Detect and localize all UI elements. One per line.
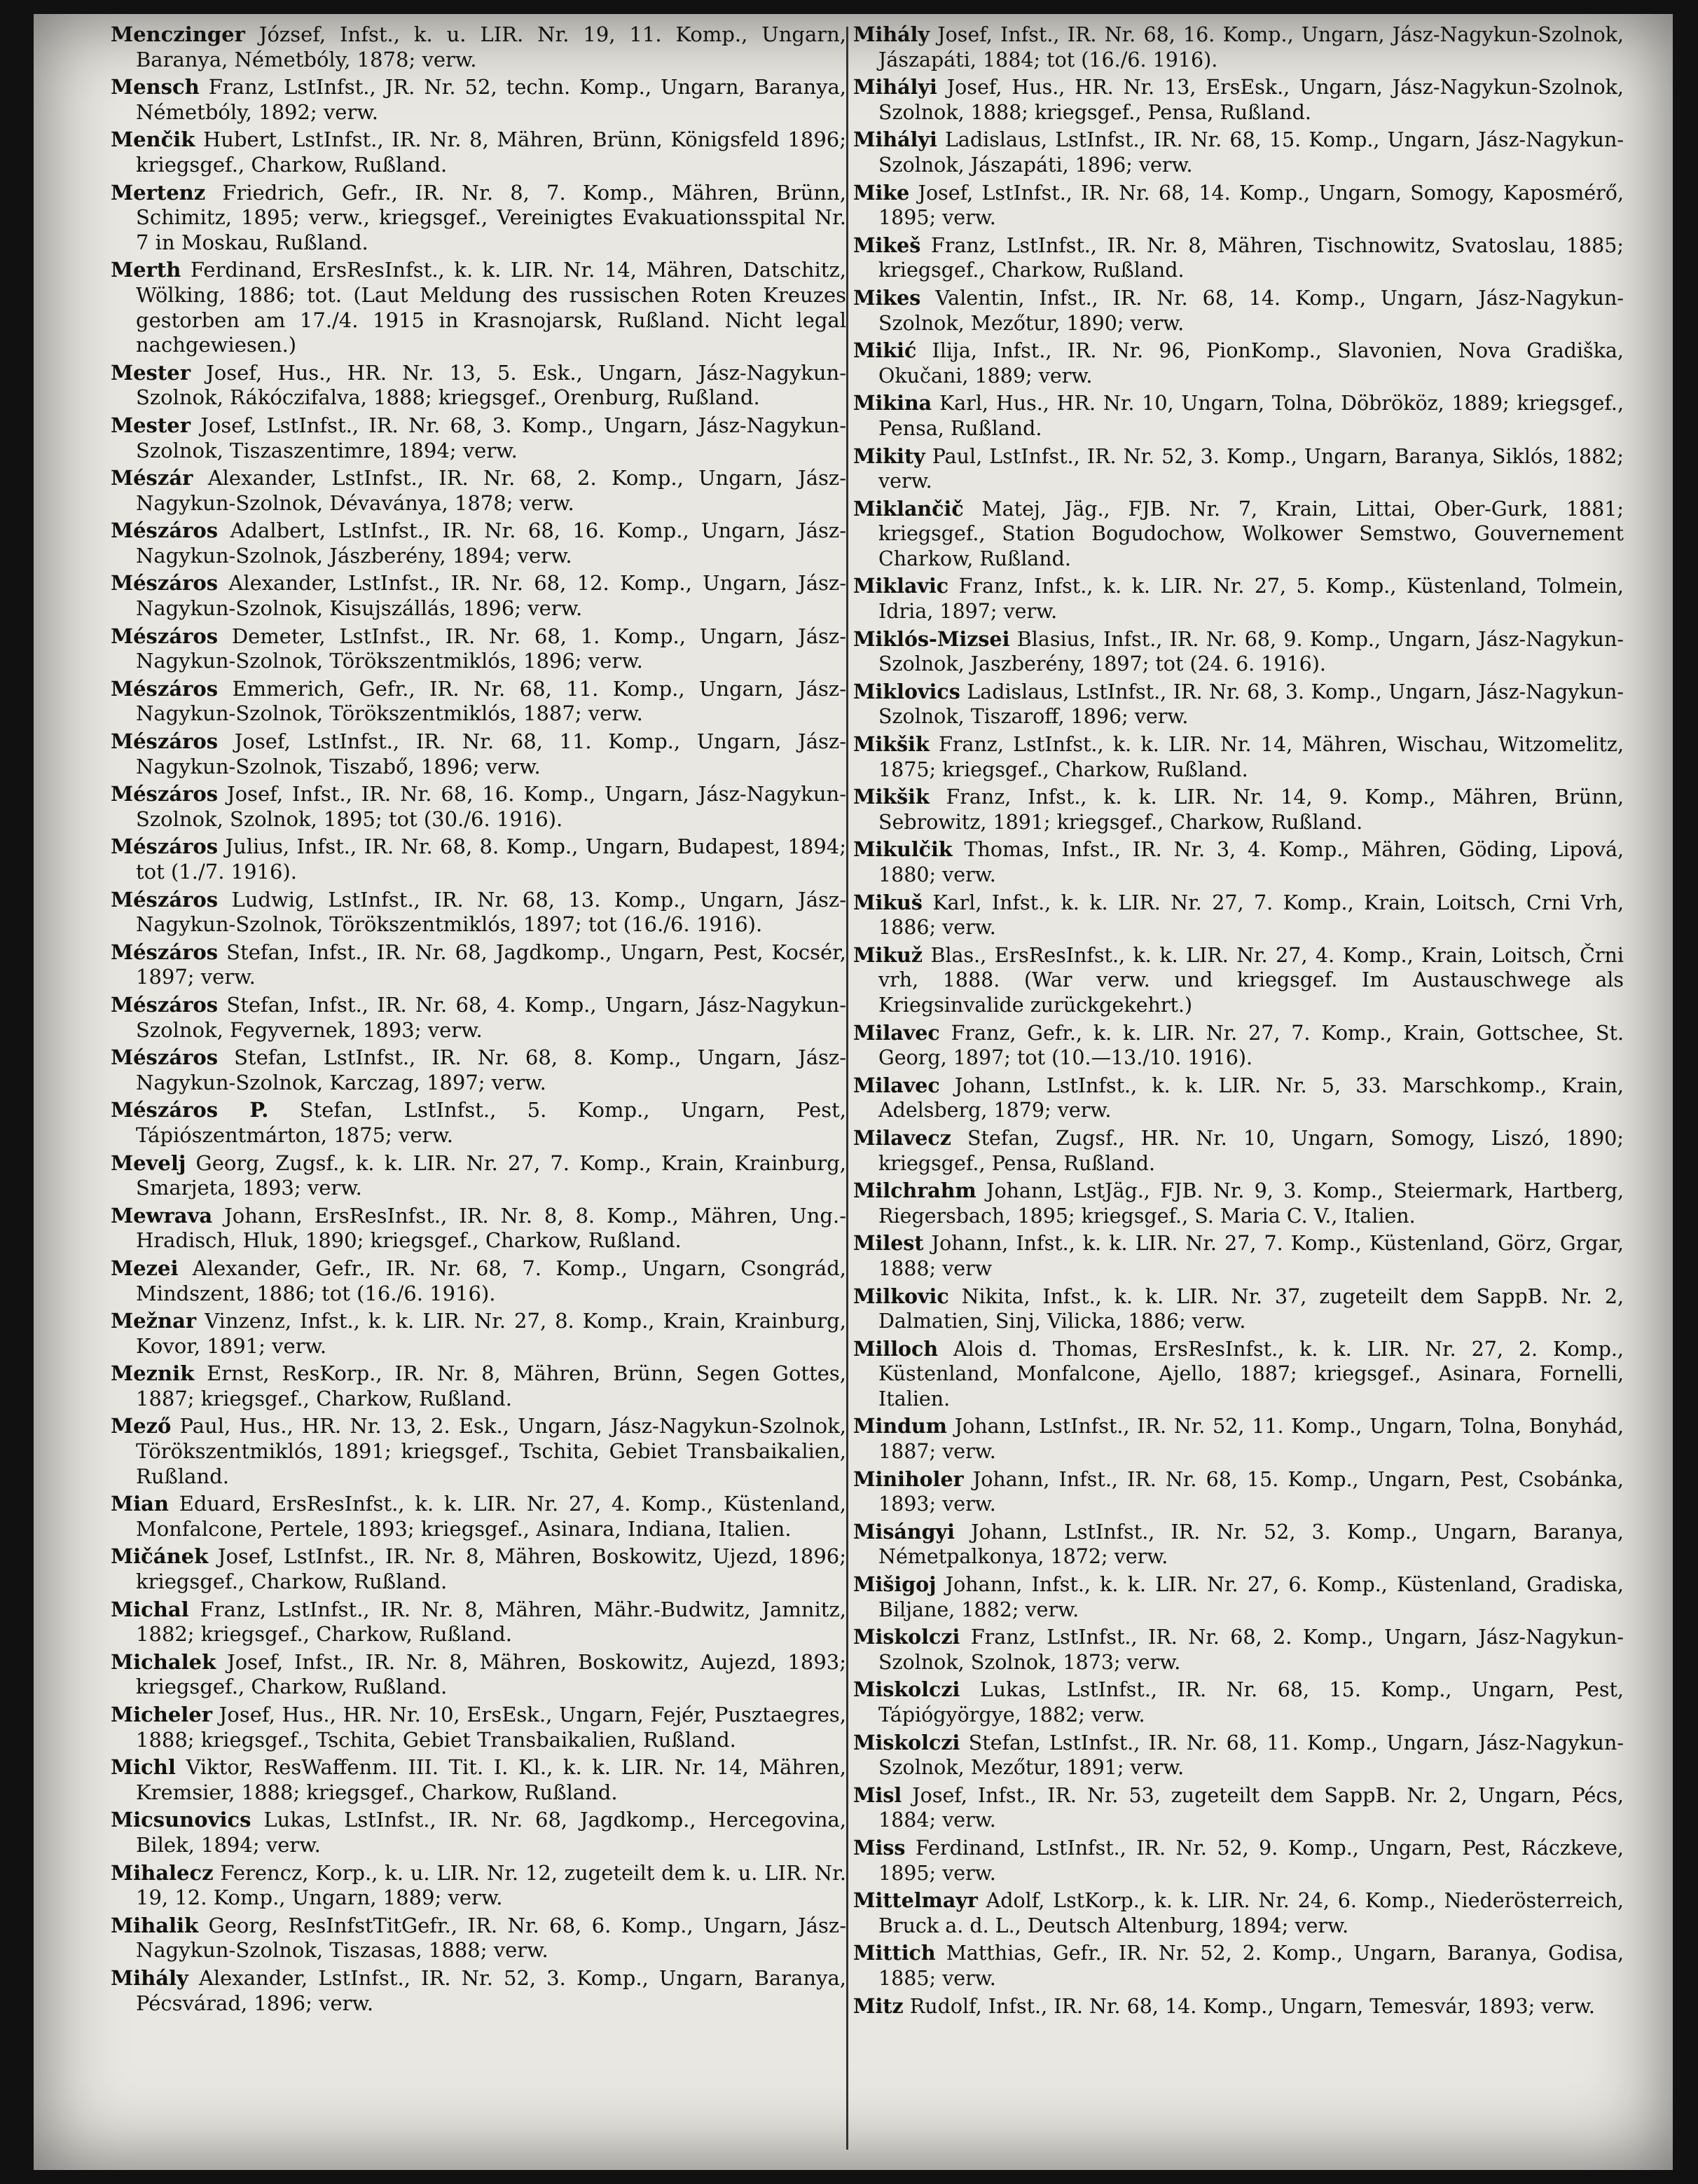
entry-surname: Micsunovics (111, 1808, 251, 1832)
entry-surname: Mevelj (111, 1151, 186, 1175)
entry-details: Stefan, LstInfst., 5. Komp., Ungarn, Pest, Tápiószentmárton, 1875; verw. (136, 1098, 846, 1147)
list-entry (111, 1098, 846, 1148)
entry-details: Hubert, LstInfst., IR. Nr. 8, Mähren, Brünn, Königsfeld 1896; kriegsgef., Charkow, Rußland. (136, 128, 846, 177)
list-entry (853, 1677, 1624, 1727)
list-entry (853, 1520, 1624, 1570)
entry-surname: Miniholer (853, 1467, 964, 1491)
entry-details: Ilija, Infst., IR. Nr. 96, PionKomp., Slavonien, Nova Gradiška, Okučani, 1889; verw. (878, 339, 1624, 387)
entry-details: Lukas, LstInfst., IR. Nr. 68, 15. Komp., Ungarn, Pest, Tápiógyörgye, 1882; verw. (878, 1678, 1624, 1726)
entry-details: Josef, LstInfst., IR. Nr. 68, 3. Komp., Ungarn, Jász-Nagykun-Szolnok, Tiszaszentimre, 1894; verw. (136, 413, 846, 462)
entry-details: Nikita, Infst., k. k. LIR. Nr. 37, zugeteilt dem SappB. Nr. 2, Dalmatien, Sinj, Vilicka, 1886; verw. (878, 1284, 1624, 1333)
entry-details: Ladislaus, LstInfst., IR. Nr. 68, 3. Komp., Ungarn, Jász-Nagykun-Szolnok, Tiszaroff, 1896; verw. (878, 680, 1624, 729)
list-entry (853, 785, 1624, 835)
list-entry (853, 1179, 1624, 1228)
entry-surname: Mikuš (853, 890, 923, 914)
list-entry (853, 627, 1624, 677)
entry-details: Franz, LstInfst., JR. Nr. 52, techn. Komp., Ungarn, Baranya, Németbóly, 1892; verw. (136, 75, 846, 124)
entry-surname: Mičánek (111, 1544, 209, 1569)
list-entry (853, 75, 1624, 125)
list-entry (853, 1994, 1624, 2019)
entry-surname: Miss (853, 1835, 906, 1860)
entry-details: Alexander, Gefr., IR. Nr. 68, 7. Komp., Ungarn, Csongrád, Mindszent, 1886; tot (16./6. 1916). (136, 1256, 846, 1305)
list-entry (111, 677, 846, 727)
entry-details: Stefan, Zugsf., HR. Nr. 10, Ungarn, Somogy, Liszó, 1890; kriegsgef., Pensa, Rußland. (878, 1126, 1624, 1175)
list-entry (111, 993, 846, 1043)
list-entry (111, 1808, 846, 1857)
entry-details: Josef, LstInfst., IR. Nr. 68, 14. Komp., Ungarn, Somogy, Kaposmérő, 1895; verw. (878, 181, 1624, 230)
entry-surname: Mike (853, 180, 910, 205)
entry-surname: Micheler (111, 1703, 213, 1726)
entry-details: Stefan, Infst., IR. Nr. 68, 4. Komp., Ungarn, Jász-Nagykun-Szolnok, Fegyvernek, 1893; verw. (136, 992, 846, 1042)
column-divider (846, 27, 848, 2150)
entry-details: Johann, LstInfst., k. k. LIR. Nr. 5, 33. Marschkomp., Krain, Adelsberg, 1879; verw. (878, 1073, 1624, 1122)
entry-details: Thomas, Infst., IR. Nr. 3, 4. Komp., Mähren, Göding, Lipová, 1880; verw. (878, 838, 1624, 886)
entry-surname: Mészáros (111, 992, 219, 1017)
entry-surname: Mittich (853, 1941, 936, 1965)
entry-surname: Milloch (853, 1336, 939, 1361)
entry-surname: Miklavic (853, 574, 949, 598)
entry-surname: Mészáros (111, 782, 219, 806)
entry-surname: Mihályi (853, 75, 937, 99)
list-entry (853, 680, 1624, 729)
list-entry (111, 782, 846, 832)
list-entry (853, 1836, 1624, 1886)
list-entry (853, 837, 1624, 887)
list-entry (111, 258, 846, 357)
entry-surname: Mészáros (111, 624, 219, 648)
list-entry (111, 361, 846, 411)
entry-surname: Mindum (853, 1414, 947, 1438)
entry-surname: Mewrava (111, 1203, 213, 1228)
entry-details: Ludwig, LstInfst., IR. Nr. 68, 13. Komp., Ungarn, Jász-Nagykun-Szolnok, Törökszentmiklós, 1897; tot (16./6. 1916). (136, 887, 846, 937)
entry-details: Johann, LstInfst., IR. Nr. 52, 3. Komp., Ungarn, Baranya, Németpalkonya, 1872; verw. (878, 1520, 1624, 1569)
entry-surname: Michalek (111, 1649, 216, 1674)
entry-surname: Milchrahm (853, 1179, 976, 1203)
entry-details: Stefan, LstInfst., IR. Nr. 68, 8. Komp., Ungarn, Jász-Nagykun-Szolnok, Karczag, 1897; verw. (136, 1045, 846, 1094)
entry-details: Adalbert, LstInfst., IR. Nr. 68, 16. Komp., Ungarn, Jász-Nagykun-Szolnok, Jászberény, 1894; verw. (136, 518, 846, 568)
entry-surname: Mihály (853, 22, 930, 46)
list-entry (853, 1467, 1624, 1517)
entry-surname: Milavec (853, 1073, 940, 1097)
entry-details: Josef, Infst., IR. Nr. 8, Mähren, Boskowitz, Aujezd, 1893; kriegsgef., Charkow, Rußland. (136, 1649, 846, 1699)
entry-details: Josef, LstInfst., IR. Nr. 8, Mähren, Boskowitz, Ujezd, 1896; kriegsgef., Charkow, Rußland. (136, 1544, 846, 1594)
list-entry (111, 624, 846, 674)
entry-surname: Mišigoj (853, 1572, 937, 1597)
entry-details: Eduard, ErsResInfst., k. k. LIR. Nr. 27, 4. Komp., Küstenland, Monfalcone, Pertele, 1893; kriegsgef., Asinara, Indiana, Italien. (136, 1492, 846, 1541)
entry-surname: Miklančič (853, 496, 964, 521)
list-entry (853, 1414, 1624, 1464)
entry-surname: Mester (111, 360, 191, 385)
entry-details: Johann, Infst., k. k. LIR. Nr. 27, 6. Komp., Küstenland, Gradiska, Biljane, 1882; verw. (878, 1573, 1624, 1621)
entry-surname: Milkovic (853, 1284, 949, 1308)
entry-surname: Mittelmayr (853, 1888, 978, 1913)
entry-details: Matthias, Gefr., IR. Nr. 52, 2. Komp., Ungarn, Baranya, Godisa, 1885; verw. (878, 1942, 1624, 1990)
entry-details: Johann, Infst., k. k. LIR. Nr. 27, 7. Komp., Küstenland, Görz, Grgar, 1888; verw (878, 1232, 1624, 1280)
entry-details: Stefan, LstInfst., IR. Nr. 68, 11. Komp., Ungarn, Jász-Nagykun-Szolnok, Mezőtur, 1891; verw. (878, 1731, 1624, 1780)
entry-details: Paul, Hus., HR. Nr. 13, 2. Esk., Ungarn, Jász-Nagykun-Szolnok, Törökszentmiklós, 1891; kriegsgef., Tschita, Gebiet Transbaikalien, Rußland. (136, 1414, 846, 1488)
list-entry (853, 1021, 1624, 1071)
list-entry (853, 891, 1624, 940)
entry-surname: Mikuž (853, 942, 923, 967)
entry-surname: Milest (853, 1231, 924, 1256)
list-entry (111, 1966, 846, 2016)
list-entry (111, 1045, 846, 1095)
list-entry (853, 1731, 1624, 1780)
list-entry (111, 1361, 846, 1411)
entry-details: Josef, Infst., IR. Nr. 68, 16. Komp., Ungarn, Jász-Nagykun-Szolnok, Szolnok, 1895; tot (30./6. 1916). (136, 782, 846, 831)
list-entry (111, 181, 846, 256)
entry-details: Georg, Zugsf., k. k. LIR. Nr. 27, 7. Komp., Krain, Krainburg, Smarjeta, 1893; verw. (136, 1151, 846, 1200)
entry-surname: Mian (111, 1492, 169, 1516)
list-entry (111, 128, 846, 177)
entry-surname: Miskolczi (853, 1625, 960, 1649)
list-entry (853, 943, 1624, 1018)
list-entry (853, 233, 1624, 283)
list-entry (853, 1888, 1624, 1938)
list-entry (853, 286, 1624, 336)
entry-details: Franz, LstInfst., IR. Nr. 8, Mähren, Tischnowitz, Svatoslau, 1885; kriegsgef., Charkow, Rußland. (878, 233, 1624, 282)
entry-surname: Mező (111, 1414, 172, 1438)
entry-details: Josef, Infst., IR. Nr. 53, zugeteilt dem SappB. Nr. 2, Ungarn, Pécs, 1884; verw. (878, 1783, 1624, 1832)
entry-surname: Mitz (853, 1993, 904, 2018)
entry-surname: Misl (853, 1783, 902, 1807)
entry-surname: Mészáros (111, 676, 219, 701)
list-entry (853, 1231, 1624, 1281)
document-page (34, 14, 1673, 2170)
entry-details: Franz, LstInfst., IR. Nr. 8, Mähren, Mähr.-Budwitz, Jamnitz, 1882; kriegsgef., Charkow, Rußland. (136, 1597, 846, 1647)
entry-surname: Mikina (853, 391, 932, 415)
list-entry (853, 1126, 1624, 1176)
entry-details: Viktor, ResWaffenm. III. Tit. I. Kl., k. k. LIR. Nr. 14, Mähren, Kremsier, 1888; kriegsgef., Charkow, Rußland. (136, 1755, 846, 1804)
entry-details: Lukas, LstInfst., IR. Nr. 68, Jagdkomp., Hercegovina, Bilek, 1894; verw. (136, 1808, 846, 1857)
entry-surname: Mikity (853, 444, 925, 468)
entry-details: Johann, ErsResInfst., IR. Nr. 8, 8. Komp., Mähren, Ung.-Hradisch, Hluk, 1890; kriegsgef., Charkow, Rußland. (136, 1203, 846, 1253)
list-entry (853, 1941, 1624, 1991)
list-entry (853, 338, 1624, 388)
entry-details: Stefan, Infst., IR. Nr. 68, Jagdkomp., Ungarn, Pest, Kocsér, 1897; verw. (136, 940, 846, 989)
list-entry (111, 1492, 846, 1541)
entry-details: Franz, LstInfst., IR. Nr. 68, 2. Komp., Ungarn, Jász-Nagykun-Szolnok, Szolnok, 1873; verw. (878, 1626, 1624, 1674)
entry-details: Johann, Infst., IR. Nr. 68, 15. Komp., Ungarn, Pest, Csobánka, 1893; verw. (878, 1467, 1624, 1516)
entry-surname: Mikes (853, 285, 921, 310)
entry-surname: Milavecz (853, 1125, 951, 1150)
entry-surname: Mezei (111, 1256, 179, 1280)
entry-details: Adolf, LstKorp., k. k. LIR. Nr. 24, 6. Komp., Niederösterreich, Bruck a. d. L., Deutsch Altenburg, 1894; verw. (878, 1889, 1624, 1937)
list-entry (853, 181, 1624, 231)
entry-surname: Mészáros (111, 1045, 219, 1070)
entry-surname: Mészáros (111, 887, 219, 912)
entry-details: Friedrich, Gefr., IR. Nr. 8, 7. Komp., Mähren, Brünn, Schimitz, 1895; verw., kriegsgef., Vereinigtes Evakuationsspital Nr. 7 in Moskau, Rußland. (136, 180, 846, 254)
entry-details: Paul, LstInfst., IR. Nr. 52, 3. Komp., Ungarn, Baranya, Siklós, 1882; verw. (878, 444, 1624, 493)
entry-details: Ferdinand, ErsResInfst., k. k. LIR. Nr. 14, Mähren, Datschitz, Wölking, 1886; tot. (Laut Meldung des russischen Roten Kreuzes gestorben am 17./4. 1915 in Krasnojarsk, Rußland. Nicht legal nachgewiesen.) (136, 258, 846, 357)
list-entry (111, 1914, 846, 1963)
list-entry (111, 1309, 846, 1359)
left-column (111, 22, 846, 2152)
list-entry (111, 1414, 846, 1489)
list-entry (853, 128, 1624, 177)
entry-surname: Mészáros (111, 729, 219, 754)
entry-details: Alexander, LstInfst., IR. Nr. 68, 2. Komp., Ungarn, Jász-Nagykun-Szolnok, Dévaványa, 1878; verw. (136, 466, 846, 515)
entry-surname: Mihalik (111, 1913, 199, 1937)
entry-details: Karl, Hus., HR. Nr. 10, Ungarn, Tolna, Döbrököz, 1889; kriegsgef., Pensa, Rußland. (878, 392, 1624, 440)
list-entry (853, 497, 1624, 572)
list-entry (853, 1572, 1624, 1622)
list-entry (111, 75, 846, 125)
entry-details: Josef, Hus., HR. Nr. 13, 5. Esk., Ungarn, Jász-Nagykun-Szolnok, Rákóczifalva, 1888; kriegsgef., Orenburg, Rußland. (136, 360, 846, 410)
entry-details: Josef, Hus., HR. Nr. 10, ErsEsk., Ungarn, Fejér, Pusztaegres, 1888; kriegsgef., Tschita, Gebiet Transbaikalien, Rußland. (136, 1703, 846, 1752)
entry-surname: Mihályi (853, 128, 937, 152)
list-entry (853, 22, 1624, 72)
list-entry (853, 1337, 1624, 1412)
entry-details: Matej, Jäg., FJB. Nr. 7, Krain, Littai, Ober-Gurk, 1881; kriegsgef., Station Bogudochow, Wolkower Semstwo, Gouvernement Charkow, Rußland. (878, 497, 1624, 570)
list-entry (853, 391, 1624, 441)
list-entry (111, 940, 846, 990)
entry-details: Ernst, ResKorp., IR. Nr. 8, Mähren, Brünn, Segen Gottes, 1887; kriegsgef., Charkow, Rußland. (136, 1361, 846, 1410)
entry-surname: Mikšik (853, 785, 930, 809)
list-entry (853, 1073, 1624, 1123)
entry-surname: Mikšik (853, 732, 930, 757)
entry-surname: Mihály (111, 1965, 188, 1990)
list-entry (111, 22, 846, 72)
entry-surname: Mihalecz (111, 1860, 214, 1885)
entry-surname: Mensch (111, 75, 200, 99)
entry-details: Johann, LstJäg., FJB. Nr. 9, 3. Komp., Steiermark, Hartberg, Riegersbach, 1895; kriegsgef., S. Maria C. V., Italien. (878, 1179, 1624, 1228)
entry-details: Georg, ResInfstTitGefr., IR. Nr. 68, 6. Komp., Ungarn, Jász-Nagykun-Szolnok, Tiszasas, 1888; verw. (136, 1913, 846, 1963)
entry-details: Josef, Infst., IR. Nr. 68, 16. Komp., Ungarn, Jász-Nagykun-Szolnok, Jászapáti, 1884; tot (16./6. 1916). (878, 23, 1624, 71)
list-entry (111, 835, 846, 884)
list-entry (853, 1625, 1624, 1675)
entry-details: Alois d. Thomas, ErsResInfst., k. k. LIR. Nr. 27, 2. Komp., Küstenland, Monfalcone, Ajello, 1887; kriegsgef., Asinara, Fornelli, Italien. (878, 1337, 1624, 1410)
entry-surname: Mészár (111, 466, 193, 490)
entry-surname: Miskolczi (853, 1730, 960, 1754)
entry-details: Blasius, Infst., IR. Nr. 68, 9. Komp., Ungarn, Jász-Nagykun-Szolnok, Jaszberény, 1897; tot (24. 6. 1916). (878, 627, 1624, 676)
entry-details: Alexander, LstInfst., IR. Nr. 52, 3. Komp., Ungarn, Baranya, Pécsvárad, 1896; verw. (136, 1965, 846, 2015)
entry-details: Josef, Hus., HR. Nr. 13, ErsEsk., Ungarn, Jász-Nagykun-Szolnok, Szolnok, 1888; kriegsgef., Pensa, Rußland. (878, 76, 1624, 124)
entry-surname: Mészáros (111, 571, 219, 596)
entry-details: József, Infst., k. u. LIR. Nr. 19, 11. Komp., Ungarn, Baranya, Németbóly, 1878; verw. (136, 22, 846, 71)
list-entry (111, 888, 846, 938)
entry-surname: Meznik (111, 1361, 195, 1386)
entry-surname: Menczinger (111, 22, 245, 46)
list-entry (853, 1284, 1624, 1334)
list-entry (111, 1256, 846, 1306)
entry-surname: Mikić (853, 338, 917, 363)
list-entry (853, 732, 1624, 782)
list-entry (111, 413, 846, 463)
entry-details: Johann, LstInfst., IR. Nr. 52, 11. Komp., Ungarn, Tolna, Bonyhád, 1887; verw. (878, 1415, 1624, 1464)
list-entry (853, 574, 1624, 624)
entry-surname: Menčik (111, 128, 195, 152)
list-entry (111, 1151, 846, 1201)
list-entry (111, 1650, 846, 1700)
list-entry (853, 444, 1624, 494)
entry-surname: Mikulčik (853, 837, 953, 862)
entry-details: Ladislaus, LstInfst., IR. Nr. 68, 15. Komp., Ungarn, Jász-Nagykun-Szolnok, Jászapáti, 1896; verw. (878, 128, 1624, 177)
entry-surname: Miskolczi (853, 1677, 960, 1702)
entry-surname: Mester (111, 413, 191, 437)
list-entry (111, 518, 846, 568)
entry-details: Emmerich, Gefr., IR. Nr. 68, 11. Komp., Ungarn, Jász-Nagykun-Szolnok, Törökszentmiklós, 1887; verw. (136, 676, 846, 726)
list-entry (853, 1783, 1624, 1833)
entry-surname: Merth (111, 258, 181, 282)
list-entry (111, 729, 846, 779)
entry-surname: Michal (111, 1597, 189, 1621)
entry-surname: Michl (111, 1755, 176, 1780)
list-entry (111, 571, 846, 621)
entry-details: Blas., ErsResInfst., k. k. LIR. Nr. 27, 4. Komp., Krain, Loitsch, Črni vrh, 1888. (War verw. und kriegsgef. Im Austauschwege als Kriegsinvalide zurückgekehrt.) (878, 943, 1624, 1017)
entry-details: Rudolf, Infst., IR. Nr. 68, 14. Komp., Ungarn, Temesvár, 1893; verw. (909, 1994, 1595, 2018)
entry-details: Ferencz, Korp., k. u. LIR. Nr. 12, zugeteilt dem k. u. LIR. Nr. 19, 12. Komp., Ungarn, 1889; verw. (136, 1860, 846, 1910)
entry-details: Josef, LstInfst., IR. Nr. 68, 11. Komp., Ungarn, Jász-Nagykun-Szolnok, Tiszabő, 1896; verw. (136, 729, 846, 778)
entry-details: Demeter, LstInfst., IR. Nr. 68, 1. Komp., Ungarn, Jász-Nagykun-Szolnok, Törökszentmiklós, 1896; verw. (136, 624, 846, 673)
entry-surname: Mežnar (111, 1309, 197, 1333)
entry-surname: Miklós-Mizsei (853, 626, 1010, 651)
entry-details: Franz, Infst., k. k. LIR. Nr. 14, 9. Komp., Mähren, Brünn, Sebrowitz, 1891; kriegsgef., Charkow, Rußland. (878, 785, 1624, 834)
entry-details: Valentin, Infst., IR. Nr. 68, 14. Komp., Ungarn, Jász-Nagykun-Szolnok, Mezőtur, 1890; verw. (878, 286, 1624, 335)
list-entry (111, 1204, 846, 1254)
entry-details: Ferdinand, LstInfst., IR. Nr. 52, 9. Komp., Ungarn, Pest, Ráczkeve, 1895; verw. (878, 1836, 1624, 1885)
entry-surname: Mertenz (111, 180, 206, 205)
entry-surname: Milavec (853, 1020, 940, 1045)
entry-details: Franz, Gefr., k. k. LIR. Nr. 27, 7. Komp., Krain, Gottschee, St. Georg, 1897; tot (10.—13./10. 1916). (878, 1021, 1624, 1070)
right-column (853, 22, 1624, 2152)
entry-surname: Misángyi (853, 1519, 955, 1544)
entry-surname: Mikeš (853, 233, 921, 257)
entry-details: Julius, Infst., IR. Nr. 68, 8. Komp., Ungarn, Budapest, 1894; tot (1./7. 1916). (136, 835, 846, 884)
list-entry (111, 1755, 846, 1805)
list-entry (111, 1703, 846, 1752)
entry-details: Karl, Infst., k. k. LIR. Nr. 27, 7. Komp., Krain, Loitsch, Crni Vrh, 1886; verw. (878, 891, 1624, 940)
entry-surname: Mészáros (111, 835, 219, 859)
entry-details: Franz, LstInfst., k. k. LIR. Nr. 14, Mähren, Wischau, Witzomelitz, 1875; kriegsgef., Charkow, Rußland. (878, 733, 1624, 781)
entry-details: Alexander, LstInfst., IR. Nr. 68, 12. Komp., Ungarn, Jász-Nagykun-Szolnok, Kisujszállás, 1896; verw. (136, 571, 846, 621)
entry-details: Vinzenz, Infst., k. k. LIR. Nr. 27, 8. Komp., Krain, Krainburg, Kovor, 1891; verw. (136, 1309, 846, 1358)
list-entry (111, 1598, 846, 1647)
list-entry (111, 466, 846, 516)
entry-surname: Mészáros (111, 940, 219, 964)
entry-surname: Miklovics (853, 679, 960, 703)
entry-details: Franz, Infst., k. k. LIR. Nr. 27, 5. Komp., Küstenland, Tolmein, Idria, 1897; verw. (878, 575, 1624, 624)
list-entry (111, 1861, 846, 1911)
entry-surname: Mészáros (111, 518, 219, 543)
list-entry (111, 1544, 846, 1594)
entry-surname: Mészáros P. (111, 1098, 269, 1122)
